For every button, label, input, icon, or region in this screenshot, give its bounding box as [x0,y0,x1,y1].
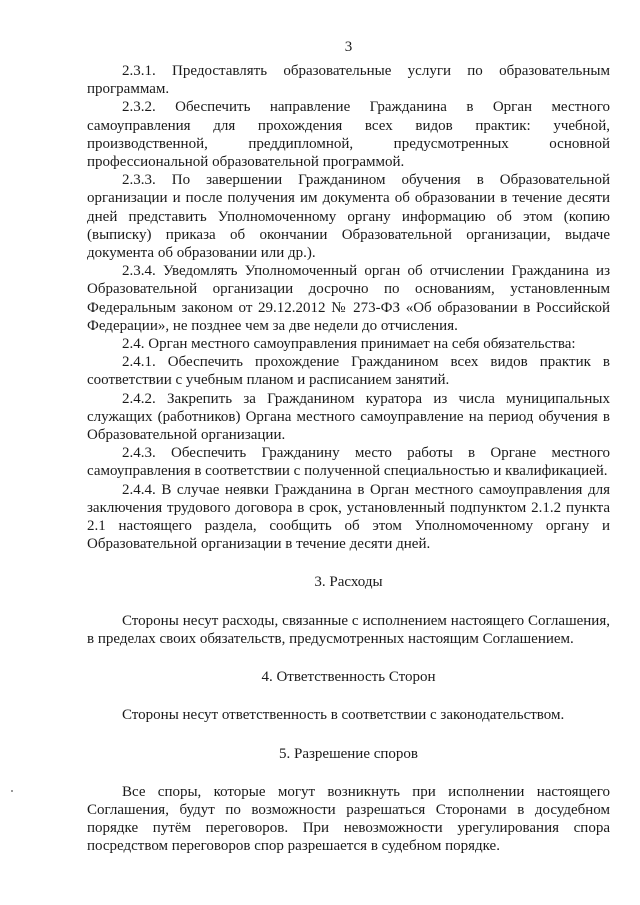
clause-2-4-4: 2.4.4. В случае неявки Гражданина в Орган местного самоуправления для заключения трудового договора в срок, установленный подпунктом 2.1.2 пункта 2.1 настоящего раздела, сообщить об этом Уполномоченному органу и Образовательной организации в течение десяти дней. [87,481,610,553]
section-4-text: Стороны несут ответственность в соответствии с законодательством. [122,707,565,724]
section-3-heading: 3. Расходы [314,574,383,591]
scan-speck [11,790,13,792]
section-5-heading: 5. Разрешение споров [278,745,419,762]
document-page [87,0,610,905]
page-number: 3 [344,39,353,55]
clause-2-3-4: 2.3.4. Уведомлять Уполномоченный орган об отчислении Гражданина из Образовательной организации досрочно по основаниям, установленным Федеральным законом от 29.12.2012 № 273-ФЗ «Об образовании в Российской Федерации», не позднее чем за две недели до отчисления. [87,263,610,334]
section-4-heading: 4. Ответственность Сторон [261,669,436,686]
section-5-text: Все споры, которые могут возникнуть при исполнении настоящего Соглашения, будут по возможности разрешаться Сторонами в досудебном порядке путём переговоров. При невозможности урегулирования спора посредством переговоров спор разрешается в судебном порядке. [87,783,610,855]
clause-2-3-3: 2.3.3. По завершении Гражданином обучения в Образовательной организации и после получения им документа об образовании в течение десяти дней представить Уполномоченному органу информацию об этом (копию (выписку) приказа об окончании Образовательной организации, выдаче документа об образовании или др.). [87,172,610,262]
clause-2-3-1: 2.3.1. Предоставлять образовательные услуги по образовательным программам. [87,63,610,98]
section-3-text: Стороны несут расходы, связанные с исполнением настоящего Соглашения, в пределах своих обязательств, предусмотренных настоящим Соглашением. [87,612,610,647]
clause-2-4-3: 2.4.3. Обеспечить Гражданину место работы в Органе местного самоуправления в соответствии с полученной специальностью и квалификацией. [87,445,610,480]
clause-2-4-1: 2.4.1. Обеспечить прохождение Гражданином всех видов практик в соответствии с учебным планом и расписанием занятий. [87,354,610,389]
document-body [87,62,610,856]
clause-2-3-2: 2.3.2. Обеспечить направление Гражданина в Орган местного самоуправления для прохождения всех видов практик: учебной, производственной, преддипломной, предусмотренных основной профессиональной образовательной программой. [87,99,610,171]
clause-2-4: 2.4. Орган местного самоуправления принимает на себя обязательства: [122,336,576,353]
clause-2-4-2: 2.4.2. Закрепить за Гражданином куратора из числа муниципальных служащих (работников) Органа местного самоуправление на период обучения в Образовательной организации. [87,390,610,444]
